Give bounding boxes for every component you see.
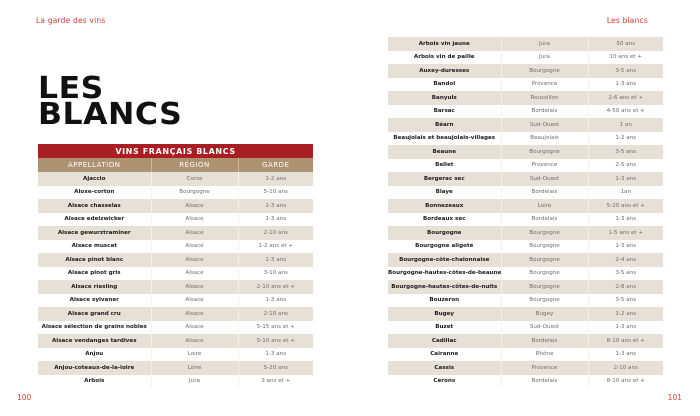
appellation-cell: Auxey-duresses <box>388 64 501 78</box>
region-cell: Sud-Ouest <box>501 172 588 186</box>
garde-cell: 4-50 ans et + <box>588 105 663 119</box>
garde-cell: 1-3 ans <box>588 78 663 92</box>
table-row <box>38 321 313 335</box>
appellation-cell: Aloxe-corton <box>38 186 151 200</box>
appellation-cell: Alsace sylvaner <box>38 294 151 308</box>
table-row <box>38 213 313 227</box>
title-line-2: BLANCS <box>38 97 183 132</box>
garde-cell: 1-3 ans <box>588 348 663 362</box>
region-cell: Sud-Ouest <box>501 321 588 335</box>
garde-cell: 2-6 ans et + <box>588 91 663 105</box>
region-cell: Alsace <box>151 280 238 294</box>
region-cell: Provence <box>501 361 588 375</box>
region-cell: Jura <box>501 51 588 65</box>
table-caption: VINS FRANÇAIS BLANCS <box>38 144 313 158</box>
region-cell: Alsace <box>151 294 238 308</box>
table-row <box>38 240 313 254</box>
appellation-cell: Alsace muscat <box>38 240 151 254</box>
region-cell: Loire <box>151 348 238 362</box>
appellation-cell: Bugey <box>388 307 501 321</box>
region-cell: Bourgogne <box>501 294 588 308</box>
table-row <box>38 186 313 200</box>
page-title <box>38 71 183 132</box>
region-cell: Beaujolais <box>501 132 588 146</box>
appellation-cell: Ajaccio <box>38 172 151 186</box>
garde-cell: 10 ans et + <box>588 51 663 65</box>
appellation-cell: Alsace chasselas <box>38 199 151 213</box>
table-row <box>388 186 663 200</box>
region-cell: Bordelais <box>501 105 588 119</box>
garde-cell: 5-15 ans et + <box>238 321 313 335</box>
table-row <box>38 375 313 389</box>
appellation-cell: Alsace riesling <box>38 280 151 294</box>
garde-cell: 2-10 ans <box>238 226 313 240</box>
region-cell: Bourgogne <box>151 186 238 200</box>
garde-cell: 1an <box>588 186 663 200</box>
garde-cell: 1-3 ans <box>238 253 313 267</box>
table-row <box>388 361 663 375</box>
region-cell: Alsace <box>151 213 238 227</box>
garde-cell: 8-10 ans et + <box>588 334 663 348</box>
region-cell: Alsace <box>151 199 238 213</box>
table-row <box>388 91 663 105</box>
garde-cell: 8-10 ans et + <box>588 375 663 389</box>
table-row <box>388 240 663 254</box>
running-head: Les blancs <box>606 16 648 25</box>
garde-cell: 3-5 ans <box>588 267 663 281</box>
garde-cell: 2-10 ans <box>238 307 313 321</box>
table-header-row <box>38 158 313 172</box>
garde-cell: 2-5 ans <box>588 159 663 173</box>
appellation-cell: Bouzeron <box>388 294 501 308</box>
table-caption-row <box>38 144 313 158</box>
table-row <box>38 307 313 321</box>
region-cell: Bordelais <box>501 186 588 200</box>
appellation-cell: Bourgogne-hautes-côtes-de-beaune <box>388 267 501 281</box>
table-row <box>388 213 663 227</box>
appellation-cell: Banyuls <box>388 91 501 105</box>
table-row <box>38 199 313 213</box>
table-row <box>38 280 313 294</box>
region-cell: Bordelais <box>501 375 588 389</box>
appellation-cell: Buzet <box>388 321 501 335</box>
garde-cell: 1-3 ans <box>588 321 663 335</box>
table-row <box>388 132 663 146</box>
appellation-cell: Bonnezeaux <box>388 199 501 213</box>
table-row <box>388 78 663 92</box>
table-row <box>38 294 313 308</box>
table-row <box>388 145 663 159</box>
page-number: 101 <box>667 393 682 402</box>
region-cell: Bourgogne <box>501 267 588 281</box>
appellation-cell: Beaujolais et beaujolais-villages <box>388 132 501 146</box>
appellation-cell: Arbois <box>38 375 151 389</box>
region-cell: Alsace <box>151 253 238 267</box>
table-body <box>388 37 663 388</box>
garde-cell: 2-10 ans <box>588 361 663 375</box>
region-cell: Provence <box>501 78 588 92</box>
region-cell: Jura <box>151 375 238 389</box>
garde-cell: 50 ans <box>588 37 663 51</box>
garde-cell: 1-5 ans et + <box>588 226 663 240</box>
table-row <box>388 267 663 281</box>
appellation-cell: Arbois vin jaune <box>388 37 501 51</box>
garde-cell: 2-8 ans <box>588 280 663 294</box>
region-cell: Alsace <box>151 307 238 321</box>
appellation-cell: Bellet <box>388 159 501 173</box>
garde-cell: 1-3 ans <box>238 348 313 362</box>
garde-cell: 1-3 ans <box>588 213 663 227</box>
region-cell: Bourgogne <box>501 240 588 254</box>
region-cell: Sud-Ouest <box>501 118 588 132</box>
appellation-cell: Alsace pinot gris <box>38 267 151 281</box>
garde-cell: 1-3 ans <box>238 213 313 227</box>
region-cell: Loire <box>501 199 588 213</box>
column-header-garde: GARDE <box>238 158 313 172</box>
appellation-cell: Bergerac sec <box>388 172 501 186</box>
table-row <box>388 37 663 51</box>
region-cell: Alsace <box>151 334 238 348</box>
table-row <box>38 361 313 375</box>
table-row <box>38 348 313 362</box>
garde-cell: 1 an <box>588 118 663 132</box>
appellation-cell: Anjou-coteaux-de-la-loire <box>38 361 151 375</box>
garde-cell: 1-2 ans et + <box>238 240 313 254</box>
garde-cell: 1-3 ans <box>238 294 313 308</box>
garde-cell: 5-20 ans et + <box>588 199 663 213</box>
appellation-cell: Bourgogne-hautes-côtes-de-nuits <box>388 280 501 294</box>
appellation-cell: Alsace pinot blanc <box>38 253 151 267</box>
garde-cell: 5-10 ans et + <box>238 334 313 348</box>
appellation-cell: Bourgogne-côte-chalonnaise <box>388 253 501 267</box>
appellation-cell: Anjou <box>38 348 151 362</box>
table-row <box>38 253 313 267</box>
region-cell: Alsace <box>151 267 238 281</box>
appellation-cell: Barsac <box>388 105 501 119</box>
table-row <box>388 348 663 362</box>
appellation-cell: Bourgogne <box>388 226 501 240</box>
region-cell: Bourgogne <box>501 280 588 294</box>
wine-table-right <box>388 37 663 388</box>
region-cell: Rhône <box>501 348 588 362</box>
table-row <box>388 64 663 78</box>
table-row <box>388 321 663 335</box>
right-page <box>350 0 700 416</box>
table-row <box>388 51 663 65</box>
garde-cell: 3-5 ans <box>588 145 663 159</box>
table-row <box>38 172 313 186</box>
table-row <box>38 226 313 240</box>
region-cell: Alsace <box>151 240 238 254</box>
garde-cell: 3-5 ans <box>588 294 663 308</box>
region-cell: Corse <box>151 172 238 186</box>
table-row <box>388 294 663 308</box>
appellation-cell: Bandol <box>388 78 501 92</box>
garde-cell: 1-3 ans <box>588 240 663 254</box>
table-row <box>388 307 663 321</box>
appellation-cell: Béarn <box>388 118 501 132</box>
appellation-cell: Beaune <box>388 145 501 159</box>
table-row <box>388 334 663 348</box>
appellation-cell: Cadillac <box>388 334 501 348</box>
region-cell: Roussillon <box>501 91 588 105</box>
table-row <box>388 172 663 186</box>
appellation-cell: Alsace gewurztraminer <box>38 226 151 240</box>
appellation-cell: Alsace vendanges tardives <box>38 334 151 348</box>
table-row <box>388 105 663 119</box>
region-cell: Bourgogne <box>501 253 588 267</box>
table-row <box>388 199 663 213</box>
table-body <box>38 172 313 388</box>
region-cell: Bordelais <box>501 213 588 227</box>
table-row <box>38 267 313 281</box>
appellation-cell: Blaye <box>388 186 501 200</box>
region-cell: Bourgogne <box>501 226 588 240</box>
region-cell: Alsace <box>151 321 238 335</box>
running-head: La garde des vins <box>36 16 106 25</box>
region-cell: Jura <box>501 37 588 51</box>
garde-cell: 1-2 ans <box>588 307 663 321</box>
appellation-cell: Bourgogne aligoté <box>388 240 501 254</box>
table-row <box>388 375 663 389</box>
garde-cell: 3-10 ans <box>238 267 313 281</box>
garde-cell: 2-4 ans <box>588 253 663 267</box>
garde-cell: 1-2 ans <box>238 172 313 186</box>
appellation-cell: Alsace grand cru <box>38 307 151 321</box>
garde-cell: 3-5 ans <box>588 64 663 78</box>
appellation-cell: Arbois vin de paille <box>388 51 501 65</box>
title-line-1: LES <box>38 71 104 106</box>
column-header-appellation: APPELLATION <box>38 158 151 172</box>
garde-cell: 3 ans et + <box>238 375 313 389</box>
region-cell: Bourgogne <box>501 145 588 159</box>
region-cell: Alsace <box>151 226 238 240</box>
appellation-cell: Cairanne <box>388 348 501 362</box>
region-cell: Bordelais <box>501 334 588 348</box>
wine-table-left <box>38 144 313 388</box>
garde-cell: 1-3 ans <box>238 199 313 213</box>
garde-cell: 5-20 ans <box>238 361 313 375</box>
region-cell: Bourgogne <box>501 64 588 78</box>
appellation-cell: Bordeaux sec <box>388 213 501 227</box>
appellation-cell: Alsace edelzwicker <box>38 213 151 227</box>
region-cell: Loire <box>151 361 238 375</box>
garde-cell: 1-2 ans <box>588 132 663 146</box>
page-number: 100 <box>17 393 32 402</box>
garde-cell: 2-10 ans et + <box>238 280 313 294</box>
table-row <box>38 334 313 348</box>
region-cell: Provence <box>501 159 588 173</box>
column-header-region: RÉGION <box>151 158 238 172</box>
appellation-cell: Cérons <box>388 375 501 389</box>
table-row <box>388 159 663 173</box>
appellation-cell: Cassis <box>388 361 501 375</box>
table-row <box>388 253 663 267</box>
table-row <box>388 118 663 132</box>
table-row <box>388 226 663 240</box>
appellation-cell: Alsace sélection de grains nobles <box>38 321 151 335</box>
garde-cell: 1-3 ans <box>588 172 663 186</box>
region-cell: Bugey <box>501 307 588 321</box>
table-row <box>388 280 663 294</box>
garde-cell: 5-10 ans <box>238 186 313 200</box>
